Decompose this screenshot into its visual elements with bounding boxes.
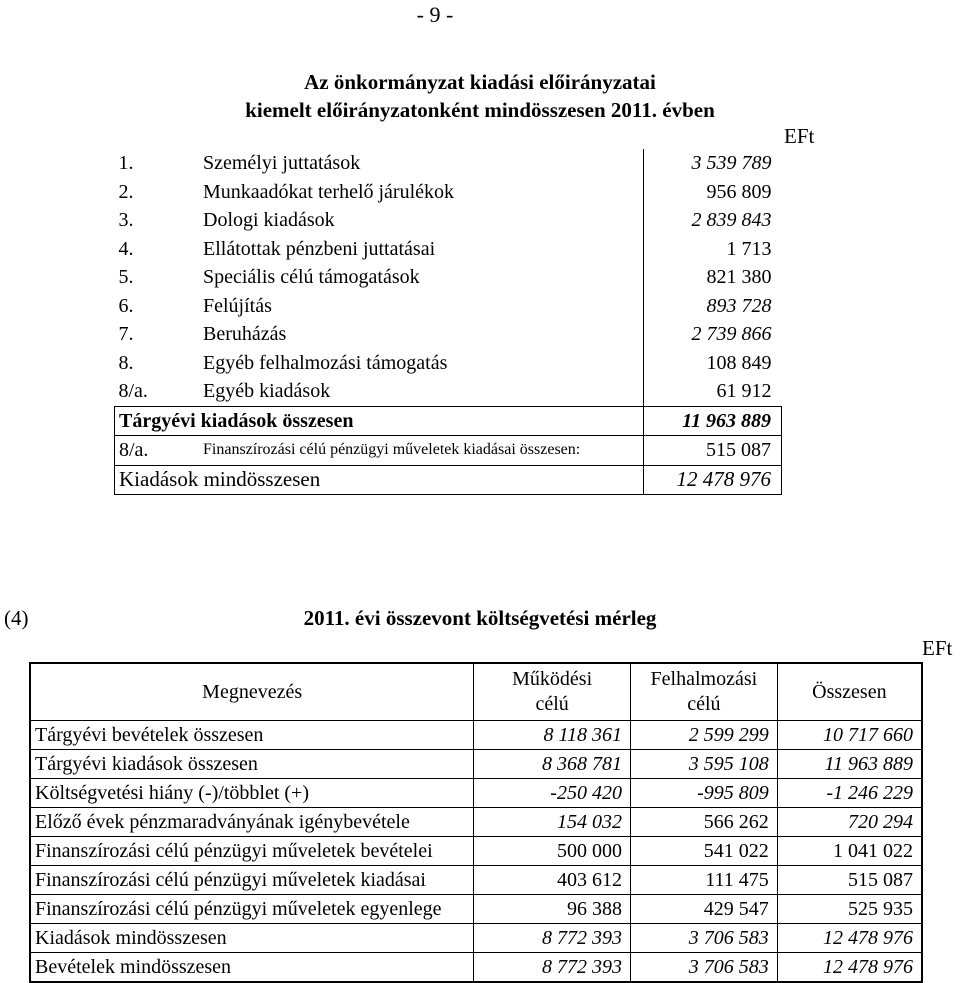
table-row	[115, 377, 782, 406]
cell-accumulation: 541 022	[630, 837, 777, 866]
section-number: (4)	[4, 606, 29, 630]
cell-total: 11 963 889	[777, 750, 922, 779]
row-label: Kiadások mindösszesen	[30, 924, 474, 953]
row-name: Egyéb kiadások	[203, 380, 331, 403]
cell-accumulation: 3 706 583	[630, 953, 777, 983]
row-label: Finanszírozási célú pénzügyi műveletek egyenlege	[30, 895, 474, 924]
grand-total-row	[115, 465, 782, 495]
row-name: Ellátottak pénzbeni juttatásai	[203, 237, 436, 260]
row-number: 2.	[118, 180, 134, 203]
cell-accumulation: 3 595 108	[630, 750, 777, 779]
row-value: 61 912	[644, 377, 782, 406]
cell-total: 1 041 022	[777, 837, 922, 866]
row-name: Dologi kiadások	[203, 209, 335, 232]
cell-total: 525 935	[777, 895, 922, 924]
table-row	[115, 263, 782, 292]
row-value: 821 380	[644, 263, 782, 292]
table-row	[115, 149, 782, 178]
header-operating-line-2: célú	[535, 693, 569, 715]
table-row	[115, 178, 782, 207]
header-operating-line-1: Működési	[512, 668, 593, 690]
table-row	[30, 837, 922, 866]
row-value: 956 809	[644, 178, 782, 207]
table-row	[30, 779, 922, 808]
financing-row	[115, 436, 782, 466]
table-row	[115, 320, 782, 349]
row-name: Speciális célú támogatások	[203, 266, 420, 289]
row-label: Finanszírozási célú pénzügyi műveletek kiadásai	[30, 866, 474, 895]
cell-total: 515 087	[777, 866, 922, 895]
table-row	[30, 750, 922, 779]
cell-accumulation: 566 262	[630, 808, 777, 837]
row-value: 3 539 789	[644, 149, 782, 178]
row-label: Tárgyévi bevételek összesen	[30, 721, 474, 750]
header-accumulation-line-1: Felhalmozási	[650, 668, 758, 690]
row-label: Költségvetési hiány (-)/többlet (+)	[30, 779, 474, 808]
row-value: 893 728	[644, 292, 782, 321]
page-title-line-2: kiemelt előirányzatonként mindösszesen 2011. évben	[245, 98, 715, 122]
row-number: 6.	[118, 294, 134, 317]
row-value: 2 739 866	[644, 320, 782, 349]
table-row	[115, 206, 782, 235]
table-row	[30, 895, 922, 924]
grand-total-label: Kiadások mindösszesen	[115, 465, 644, 495]
expenses-table	[114, 149, 782, 495]
table-row	[30, 721, 922, 750]
row-name: Finanszírozási célú pénzügyi műveletek kiadásai összesen:	[199, 436, 644, 466]
budget-balance-table	[29, 662, 923, 983]
table-header-row	[30, 663, 922, 721]
cell-operating: 8 772 393	[474, 953, 631, 983]
header-accumulation	[630, 663, 777, 721]
cell-operating: 8 118 361	[474, 721, 631, 750]
cell-accumulation: 3 706 583	[630, 924, 777, 953]
cell-accumulation: 429 547	[630, 895, 777, 924]
cell-operating: 500 000	[474, 837, 631, 866]
header-accumulation-line-2: célú	[687, 693, 721, 715]
cell-total: 720 294	[777, 808, 922, 837]
row-number: 3.	[118, 209, 134, 232]
row-number: 8/a.	[115, 436, 200, 466]
row-value: 108 849	[644, 349, 782, 378]
table-row	[115, 349, 782, 378]
current-total-label: Tárgyévi kiadások összesen	[115, 406, 644, 436]
row-label: Finanszírozási célú pénzügyi műveletek bevételei	[30, 837, 474, 866]
section-title: 2011. évi összevont költségvetési mérleg	[303, 606, 657, 630]
cell-operating: -250 420	[474, 779, 631, 808]
row-label: Tárgyévi kiadások összesen	[30, 750, 474, 779]
cell-operating: 8 368 781	[474, 750, 631, 779]
cell-operating: 96 388	[474, 895, 631, 924]
row-number: 5.	[118, 266, 134, 289]
header-total: Összesen	[777, 663, 922, 721]
table-row	[30, 866, 922, 895]
current-total-value: 11 963 889	[644, 406, 782, 436]
cell-accumulation: -995 809	[630, 779, 777, 808]
table-row	[30, 953, 922, 983]
row-number: 4.	[118, 237, 134, 260]
cell-operating: 154 032	[474, 808, 631, 837]
row-value: 1 713	[644, 235, 782, 264]
table-row	[115, 235, 782, 264]
row-label: Előző évek pénzmaradványának igénybevétele	[30, 808, 474, 837]
header-name: Megnevezés	[202, 680, 303, 703]
row-value: 2 839 843	[644, 206, 782, 235]
unit-label: EFt	[922, 636, 953, 660]
table-row	[30, 924, 922, 953]
grand-total-value: 12 478 976	[644, 465, 782, 495]
row-name: Beruházás	[203, 323, 287, 346]
cell-accumulation: 111 475	[630, 866, 777, 895]
cell-operating: 403 612	[474, 866, 631, 895]
cell-total: 10 717 660	[777, 721, 922, 750]
row-number: 7.	[118, 323, 134, 346]
cell-operating: 8 772 393	[474, 924, 631, 953]
table-row	[30, 808, 922, 837]
page-title-line-1: Az önkormányzat kiadási előirányzatai	[304, 70, 656, 94]
row-name: Személyi juttatások	[203, 152, 361, 175]
row-number: 8.	[118, 351, 134, 374]
current-total-row	[115, 406, 782, 436]
cell-total: 12 478 976	[777, 924, 922, 953]
row-name: Munkaadókat terhelő járulékok	[203, 180, 455, 203]
row-number: 1.	[118, 152, 134, 175]
cell-total: 12 478 976	[777, 953, 922, 983]
unit-label: EFt	[784, 124, 815, 148]
row-number: 8/a.	[118, 380, 148, 403]
row-name: Egyéb felhalmozási támogatás	[203, 351, 448, 374]
cell-accumulation: 2 599 299	[630, 721, 777, 750]
page-number: - 9 -	[416, 2, 454, 27]
row-value: 515 087	[644, 436, 782, 466]
header-operating	[474, 663, 631, 721]
row-label: Bevételek mindösszesen	[30, 953, 474, 983]
cell-total: -1 246 229	[777, 779, 922, 808]
table-row	[115, 292, 782, 321]
row-name: Felújítás	[203, 294, 272, 317]
